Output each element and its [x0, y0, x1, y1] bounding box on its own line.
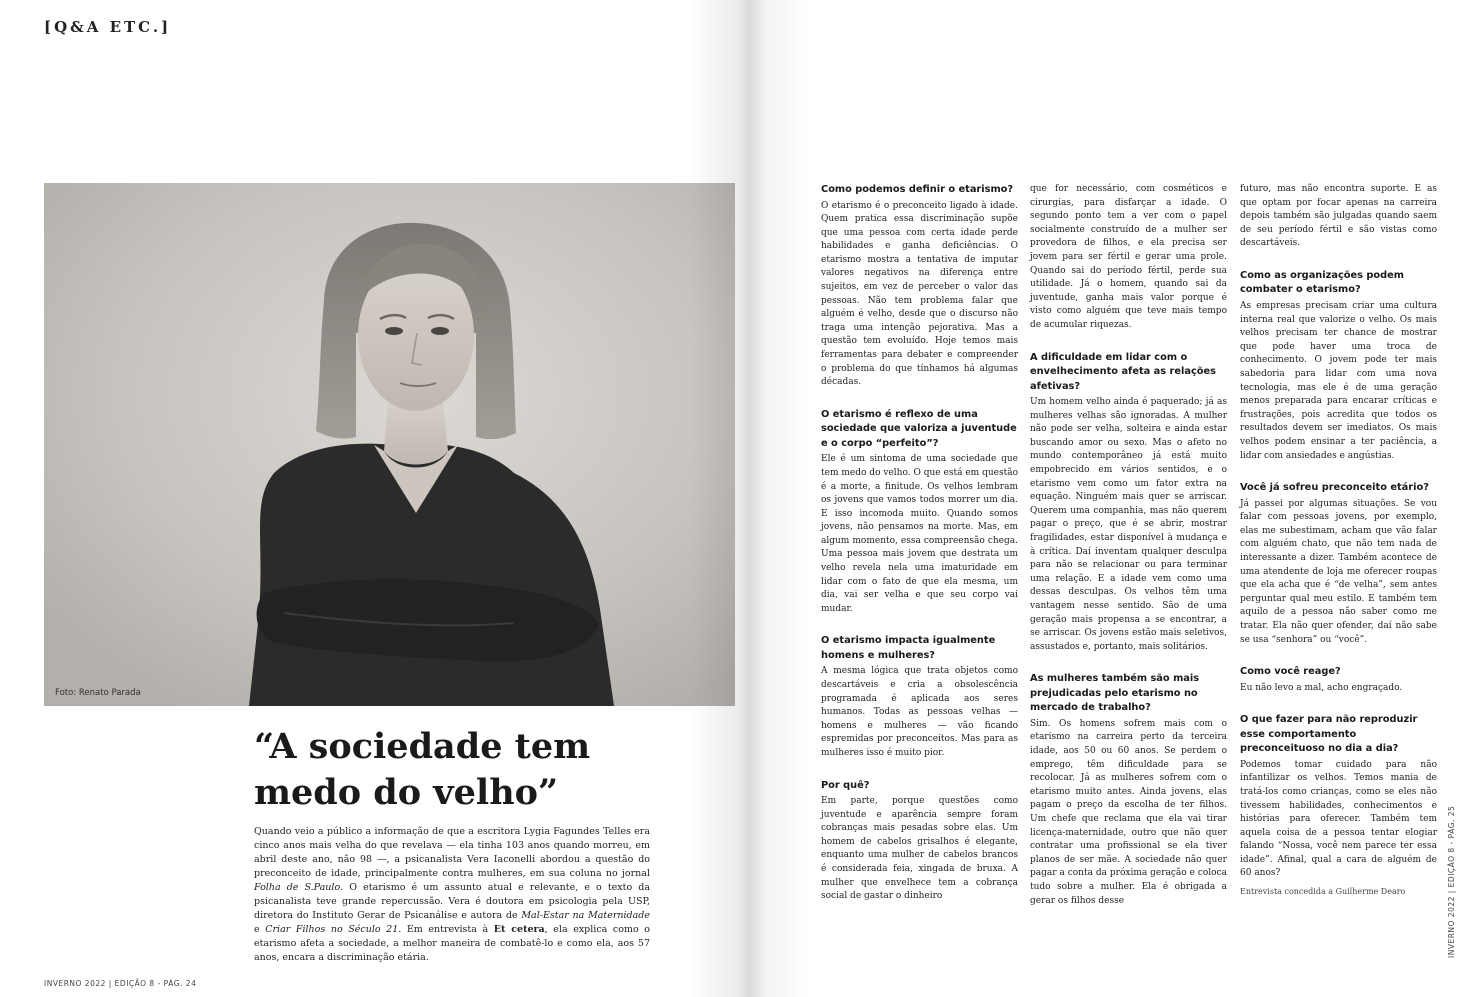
book-title-1: Mal-Estar na Maternidade	[521, 910, 650, 921]
answer: Em parte, porque questões como juventude e aparência sempre foram cobranças mais pesadas sobre elas. Um homem de cabelos grisalhos é elegante, enquanto uma mulher de cabelos brancos é considerada feia, xingada de bruxa. A mulher que envelhece tem a cobrança social de gastar o dinheiro	[821, 796, 1018, 902]
headline-line-2: medo do velho”	[254, 772, 559, 813]
answer: Ele é um sintoma de uma sociedade que tem medo do velho. O que está em questão é a morte, a finitude. Os velhos lembram os jovens que vamos todos morrer um dia. E isso incomoda muito. Quando somos jovens, não pensamos na morte. Mas, em algum momento, essa compreensão chega. Uma pessoa mais jovem que destrata um velho revela nela uma imaturidade em lidar com o fato de que ela mesma, um dia, vai ser velha e que seu corpo vai mudar.	[821, 454, 1018, 614]
question: Como você reage?	[1240, 666, 1341, 678]
photo-credit: Foto: Renato Parada	[55, 688, 141, 698]
intro-paragraph	[254, 825, 650, 965]
question: O etarismo impacta igualmente homens e mulheres?	[821, 635, 996, 661]
magazine-name: Et cetera	[493, 924, 545, 935]
left-page	[0, 0, 738, 997]
answer: Sim. Os homens sofrem mais com o etarismo na carreira perto da terceira idade, aos 50 ou 60 anos. Se perdem o emprego, têm dificuldade para se recolocar. Já as mulheres sofrem com o etarismo muito antes. Ainda jovens, elas pagam o preço da escolha de ter filhos. Um chefe que reclama que ela vai tirar licença-maternidade, outro que não quer contratar uma profissional se ela tiver planos de ser mãe. A sociedade não quer pagar a conta da próxima geração e coloca tudo sobre a mulher. Ela é obrigada a gerar os filhos desse	[1030, 718, 1227, 906]
portrait-photo	[44, 183, 735, 706]
question: Como as organizações podem combater o etarismo?	[1240, 269, 1404, 296]
footer-left: INVERNO 2022 | EDIÇÃO 8 - PÁG. 24	[44, 979, 197, 988]
headline-line-1: “A sociedade tem	[254, 726, 591, 767]
intro-text-4: . Em entrevista à	[398, 924, 494, 935]
answer: A mesma lógica que trata objetos como descartáveis e cria a obsolescência programada é aplicada aos seres humanos. Todas as pessoas velhas — homens e mulheres — vão ficando espremidas por preconceitos. Mas para as mulheres isso é muito pior.	[821, 666, 1018, 758]
answer: Podemos tomar cuidado para não infantilizar os velhos. Temos mania de tratá-los como crianças, como se eles não tivessem habilidades, conhecimentos e histórias para oferecer. Também tem aquela coisa de a pessoa tentar elogiar falando “Nossa, você nem parece ter essa idade”. Afinal, qual a cara de alguém de 60 anos?	[1240, 759, 1437, 879]
answer: Eu não levo a mal, acho engraçado.	[1240, 682, 1403, 693]
intro-text-2: . O etarismo é um assunto atual e relevante, e o texto da psicanalista teve grande repercussão. Vera é doutora em psicologia pela USP, diretora do Instituto Gerar de Psicanálise e autora de	[254, 882, 650, 921]
column-3	[1240, 183, 1437, 899]
headline	[254, 724, 694, 816]
answer-continued: que for necessário, com cosméticos e cirurgias, para disfarçar a idade. O segundo ponto tem a ver com o papel socialmente construído de a mulher ser provedora de filhos, e ela precisa ser jovem para ser fértil e gerar uma prole. Quando sai do período fértil, perde sua utilidade. Já o homem, quando sai da juventude, ganha mais valor porque é visto como alguém que teve mais tempo de acumular riquezas.	[1030, 184, 1227, 330]
book-title-2: Criar Filhos no Século 21	[265, 924, 399, 935]
question: Você já sofreu preconceito etário?	[1240, 482, 1429, 494]
answer: As empresas precisam criar uma cultura interna real que valorize o velho. Os mais velhos precisam ter chance de mostrar que pode haver uma troca de conhecimento. O jovem pode ter mais sabedoria para lidar com uma nova tecnologia, mas ele é de uma geração menos preparada para encarar críticas e frustrações, pois acredita que todos os resultados devem ser imediatos. Os mais velhos podem ensinar a ter paciência, a lidar com ansiedades e angústias.	[1240, 300, 1437, 461]
column-1	[821, 183, 1018, 922]
section-tag: [Q&A ETC.]	[44, 18, 172, 36]
intro-text-3: e	[254, 924, 266, 935]
question: O etarismo é reflexo de uma sociedade que valoriza a juventude e o corpo “perfeito”?	[821, 408, 1017, 449]
portrait-illustration	[44, 183, 735, 706]
column-2	[1030, 183, 1227, 926]
question: Por quê?	[821, 779, 870, 791]
question: As mulheres também são mais prejudicadas pelo etarismo no mercado de trabalho?	[1030, 673, 1200, 714]
answer: O etarismo é o preconceito ligado à idade. Quem pratica essa discriminação supõe que uma pessoa com certa idade perde habilidades e ganha deficiências. O etarismo mostra a tentativa de imputar valores negativos na diferença entre sujeitos, em vez de perceber o valor das pessoas. Não tem problema falar que alguém é velho, desde que o discurso não traga uma intenção pejorativa. Mas a questão tem evoluído. Hoje temos mais ferramentas para debater e compreender o problema do que tínhamos há algumas décadas.	[821, 200, 1018, 388]
answer-continued: futuro, mas não encontra suporte. E as que optam por focar apenas na carreira depois também são julgadas quando saem de seu período fértil e são vistas como descartáveis.	[1240, 184, 1437, 249]
footer-right: INVERNO 2022 | EDIÇÃO 8 - PÁG. 25	[1447, 805, 1456, 958]
question: O que fazer para não reproduzir esse comportamento preconceituoso no dia a dia?	[1240, 714, 1418, 755]
answer: Um homem velho ainda é paquerado; já as mulheres velhas são ignoradas. A mulher não pode ser velha, solteira e ainda estar buscando amor ou sexo. Mas o afeto no mundo contemporâneo já está muito empobrecido em vários sentidos, e o etarismo vem como um fator extra na equação. Ninguém mais quer se arriscar. Querem uma companhia, mas não querem pagar o preço, que é se abrir, mostrar fragilidades, estar disponível à mudança e à crítica. Daí inventam qualquer desculpa para não se relacionar ou para terminar uma relação. E a idade vem como uma dessas desculpas. Os velhos têm uma vantagem nesse sentido. São de uma geração mais propensa a se encontrar, a se arriscar. Os jovens estão mais seletivos, assustados e, portanto, mais solitários.	[1030, 397, 1227, 652]
intro-text-5: , ela explica como o etarismo afeta a sociedade, a melhor maneira de combatê-lo e como ela, aos 57 anos, encara a discriminação etária.	[254, 924, 650, 963]
question: Como podemos definir o etarismo?	[821, 184, 1014, 195]
newspaper-name: Folha de S.Paulo	[254, 882, 341, 893]
answer: Já passei por algumas situações. Se vou falar com pessoas jovens, por exemplo, elas me subestimam, acham que vão falar com alguém chato, que não tem nada de interessante a dizer. Também acontece de uma atendente de loja me oferecer roupas que ela acha que é “de velha”, sem antes perguntar qual meu estilo. E também tem aquilo de a pessoa não saber como me tratar. Ela não quer ofender, daí não sabe se usa “senhora” ou “você”.	[1240, 498, 1437, 645]
intro-text-1: Quando veio a público a informação de que a escritora Lygia Fagundes Telles era cinco anos mais velha do que revelava — ela tinha 103 anos quando morreu, em abril deste ano, não 98 —, a psicanalista Vera Iaconelli abordou a questão do preconceito de idade, principalmente contra mulheres, em sua coluna no jornal	[254, 826, 650, 879]
interview-credit: Entrevista concedida a Guilherme Dearo	[1240, 887, 1406, 897]
question: A dificuldade em lidar com o envelhecimento afeta as relações afetivas?	[1030, 351, 1216, 392]
